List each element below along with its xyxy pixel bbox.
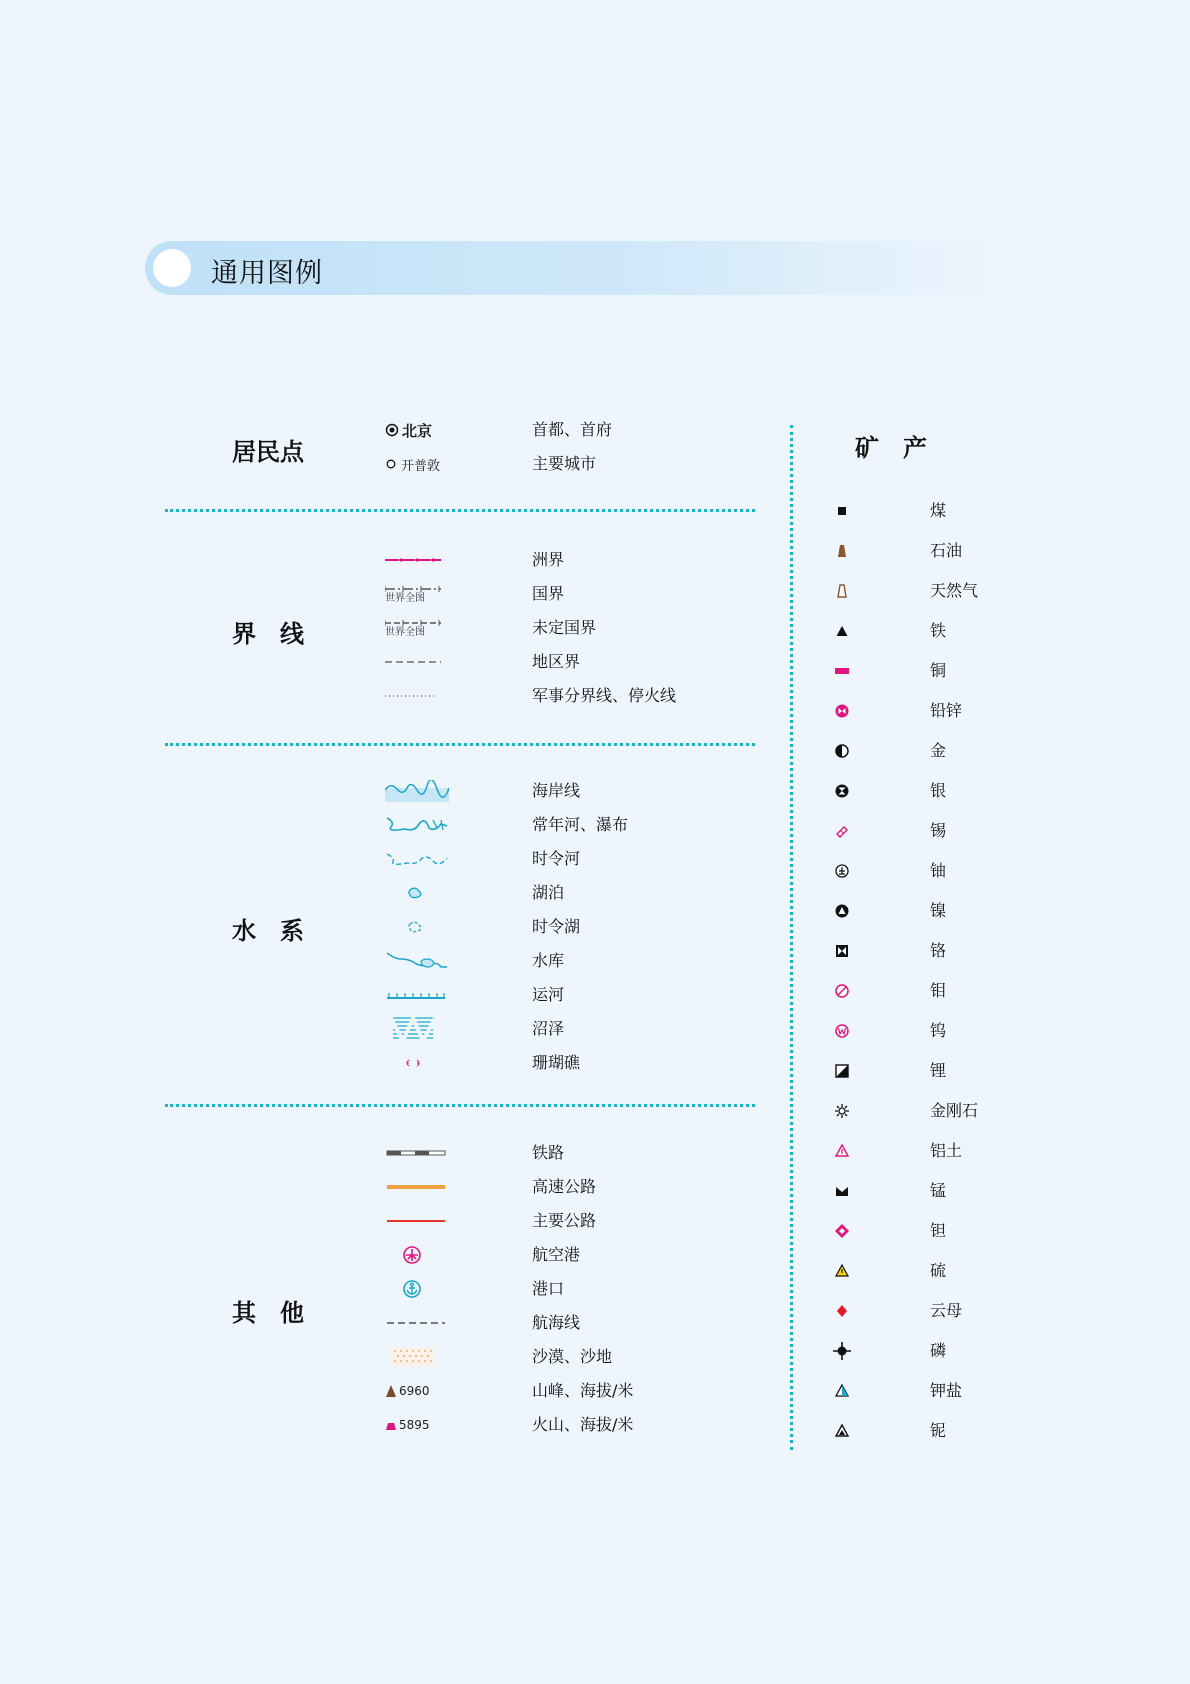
port-symbol <box>385 1277 455 1301</box>
legend-label: 水库 <box>532 951 565 970</box>
legend-label: 湖泊 <box>532 883 565 902</box>
undefined-boundary-icon <box>385 619 441 627</box>
legend-label: 军事分界线、停火线 <box>532 686 677 705</box>
legend-label: 主要公路 <box>532 1211 597 1230</box>
section-title-boundaries: 界 线 <box>232 619 304 648</box>
national-boundary-symbol <box>385 582 455 606</box>
section-title-settlements: 居民点 <box>232 437 304 466</box>
page-header <box>145 241 1015 295</box>
coral-reef-icon <box>385 1054 449 1072</box>
regional-boundary-symbol <box>385 650 455 674</box>
nickel-icon <box>830 899 854 923</box>
coral-reef-symbol <box>385 1051 455 1075</box>
peak-symbol <box>385 1379 455 1403</box>
mineral-label: 钨 <box>930 1021 947 1040</box>
seasonal-river-symbol <box>385 847 455 871</box>
railway-symbol <box>385 1141 455 1165</box>
legend-label: 时令河 <box>532 849 581 868</box>
desert-symbol <box>385 1345 455 1369</box>
canal-symbol <box>385 983 455 1007</box>
national-boundary-sample: 世界全图 <box>385 592 425 604</box>
legend-label: 常年河、瀑布 <box>532 815 629 834</box>
legend-label: 国界 <box>532 584 565 603</box>
mineral-label: 钼 <box>930 981 947 1000</box>
perennial-river-icon <box>385 814 449 836</box>
oil-icon <box>830 539 854 563</box>
gold-icon <box>830 739 854 763</box>
canal-icon <box>385 988 449 1002</box>
desert-icon <box>385 1346 449 1368</box>
ceasefire-line-symbol <box>385 684 455 708</box>
mineral-label: 铬 <box>930 941 947 960</box>
mineral-label: 锰 <box>930 1181 947 1200</box>
continent-boundary-symbol <box>385 548 455 572</box>
peak-icon <box>385 1384 397 1398</box>
lead-zinc-icon <box>830 699 854 723</box>
page-title: 通用图例 <box>211 258 323 289</box>
coal-icon <box>830 499 854 523</box>
main-road-symbol <box>385 1209 455 1233</box>
capital-symbol <box>385 418 455 442</box>
mineral-label: 煤 <box>930 501 947 520</box>
mineral-label: 锡 <box>930 821 947 840</box>
mineral-label: 磷 <box>930 1341 947 1360</box>
seasonal-lake-symbol <box>385 915 455 939</box>
main-road-icon <box>385 1217 449 1225</box>
section-title-others: 其 他 <box>232 1298 304 1327</box>
continent-boundary-icon <box>385 555 441 565</box>
peak-elevation: 6960 <box>399 1384 430 1398</box>
mineral-label: 铀 <box>930 861 947 880</box>
section-divider <box>165 743 755 746</box>
marsh-symbol <box>385 1017 455 1041</box>
anchor-icon <box>385 1278 449 1300</box>
mineral-label: 铝土 <box>930 1141 963 1160</box>
ceasefire-line-icon <box>385 693 441 699</box>
phosphorus-icon <box>830 1339 854 1363</box>
legend-label: 海岸线 <box>532 781 581 800</box>
legend-label: 首都、首府 <box>532 420 613 439</box>
legend-label: 时令湖 <box>532 917 581 936</box>
city-symbol <box>385 452 455 476</box>
reservoir-symbol <box>385 949 455 973</box>
mineral-label: 铜 <box>930 661 947 680</box>
tungsten-icon <box>830 1019 854 1043</box>
city-icon <box>385 458 397 470</box>
mineral-label: 石油 <box>930 541 963 560</box>
iron-icon <box>830 619 854 643</box>
undefined-boundary-symbol <box>385 616 455 640</box>
column-divider <box>790 425 793 1450</box>
diamond-icon <box>830 1099 854 1123</box>
mineral-label: 铅锌 <box>930 701 963 720</box>
silver-icon <box>830 779 854 803</box>
bauxite-icon <box>830 1139 854 1163</box>
reservoir-icon <box>385 949 449 973</box>
capital-sample-text: 北京 <box>402 421 433 440</box>
mineral-label: 钽 <box>930 1221 947 1240</box>
seasonal-lake-icon <box>385 916 449 938</box>
sea-route-icon <box>385 1320 449 1326</box>
legend-label: 航空港 <box>532 1245 581 1264</box>
seasonal-river-icon <box>385 848 449 870</box>
expressway-symbol <box>385 1175 455 1199</box>
section-divider <box>165 1104 755 1107</box>
national-boundary-icon <box>385 585 441 593</box>
railway-icon <box>385 1149 449 1157</box>
niobium-icon <box>830 1419 854 1443</box>
volcano-icon <box>385 1418 397 1432</box>
airport-symbol <box>385 1243 455 1267</box>
legend-label: 航海线 <box>532 1313 581 1332</box>
mineral-label: 钾盐 <box>930 1381 963 1400</box>
regional-boundary-icon <box>385 659 441 665</box>
section-title-hydrography: 水 系 <box>232 916 304 945</box>
mineral-label: 硫 <box>930 1261 947 1280</box>
city-sample-text: 开普敦 <box>401 458 441 474</box>
manganese-icon <box>830 1179 854 1203</box>
lake-symbol <box>385 881 455 905</box>
perennial-river-symbol <box>385 813 455 837</box>
legend-label: 沙漠、沙地 <box>532 1347 613 1366</box>
mineral-label: 金刚石 <box>930 1101 979 1120</box>
mineral-label: 天然气 <box>930 581 979 600</box>
sea-route-symbol <box>385 1311 455 1335</box>
legend-label: 铁路 <box>532 1143 565 1162</box>
lithium-icon <box>830 1059 854 1083</box>
tin-icon <box>830 819 854 843</box>
molybdenum-icon <box>830 979 854 1003</box>
legend-label: 未定国界 <box>532 618 597 637</box>
sulfur-icon <box>830 1259 854 1283</box>
legend-label: 运河 <box>532 985 565 1004</box>
legend-label: 高速公路 <box>532 1177 597 1196</box>
undefined-boundary-sample: 世界全图 <box>385 626 425 638</box>
legend-label: 港口 <box>532 1279 565 1298</box>
expressway-icon <box>385 1183 449 1191</box>
chromium-icon <box>830 939 854 963</box>
mineral-label: 金 <box>930 741 947 760</box>
mica-icon <box>830 1299 854 1323</box>
copper-icon <box>830 659 854 683</box>
mineral-label: 铌 <box>930 1421 947 1440</box>
marsh-icon <box>385 1015 449 1043</box>
lake-icon <box>385 882 449 904</box>
mineral-label: 锂 <box>930 1061 947 1080</box>
airport-icon <box>385 1244 449 1266</box>
tantalum-icon <box>830 1219 854 1243</box>
capital-icon <box>385 423 399 437</box>
legend-label: 沼泽 <box>532 1019 565 1038</box>
header-dot <box>153 249 191 287</box>
legend-label: 主要城市 <box>532 454 597 473</box>
volcano-symbol <box>385 1413 455 1437</box>
section-divider <box>165 509 755 512</box>
coastline-symbol <box>385 779 455 803</box>
mineral-label: 云母 <box>930 1301 963 1320</box>
natural-gas-icon <box>830 579 854 603</box>
legend-label: 珊瑚礁 <box>532 1053 581 1072</box>
legend-label: 火山、海拔/米 <box>532 1415 634 1434</box>
legend-label: 洲界 <box>532 550 565 569</box>
mineral-label: 铁 <box>930 621 947 640</box>
uranium-icon <box>830 859 854 883</box>
mineral-label: 镍 <box>930 901 947 920</box>
legend-label: 地区界 <box>532 652 581 671</box>
section-title-minerals: 矿 产 <box>855 433 927 462</box>
potash-icon <box>830 1379 854 1403</box>
mineral-label: 银 <box>930 781 947 800</box>
legend-label: 山峰、海拔/米 <box>532 1381 634 1400</box>
coastline-icon <box>385 780 449 802</box>
volcano-elevation: 5895 <box>399 1418 430 1432</box>
